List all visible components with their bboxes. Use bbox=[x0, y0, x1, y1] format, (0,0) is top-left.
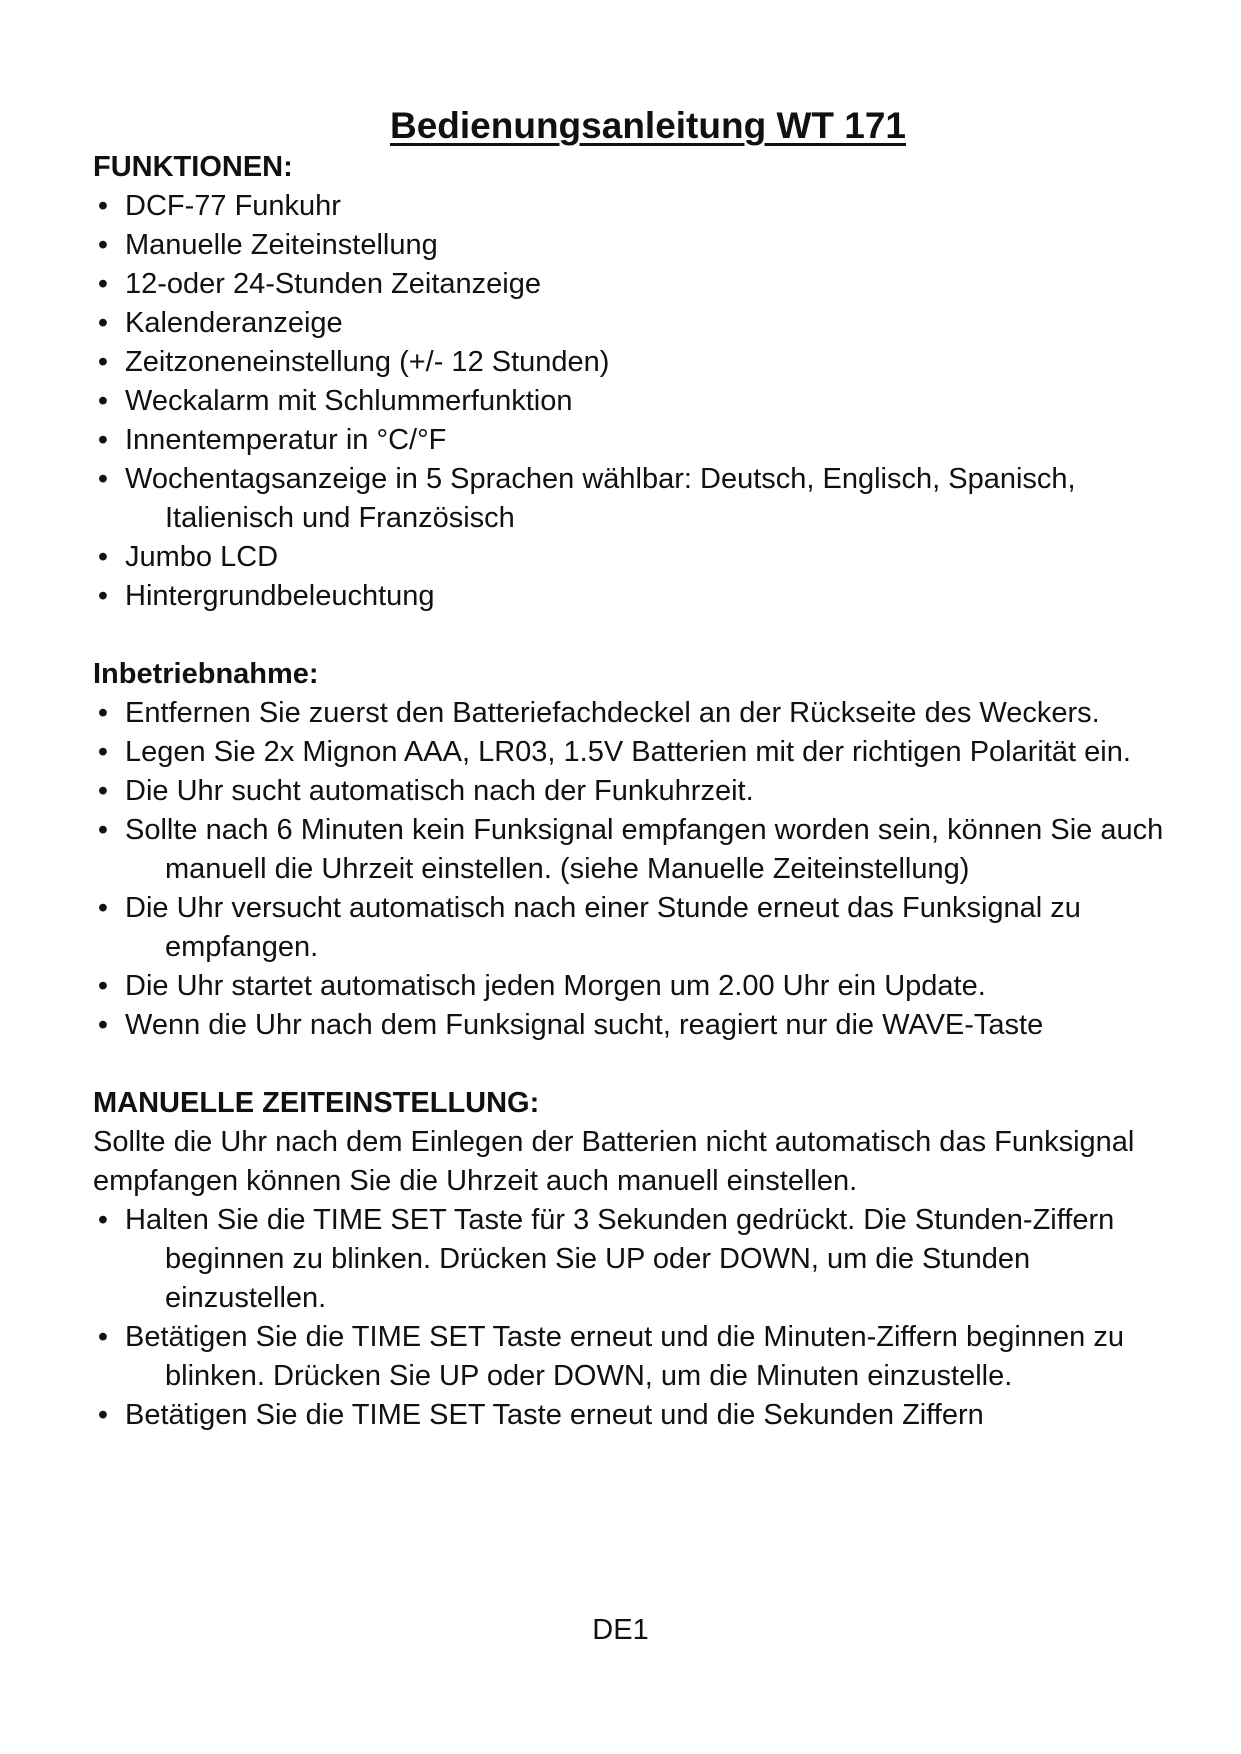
bullet-icon: • bbox=[97, 1204, 109, 1236]
time-setting-list bbox=[93, 1201, 1173, 1435]
bullet-icon: • bbox=[97, 697, 109, 729]
bullet-icon: • bbox=[97, 424, 109, 456]
bullet-icon: • bbox=[97, 580, 109, 612]
list-item bbox=[93, 733, 1173, 772]
bullet-icon: • bbox=[97, 892, 109, 924]
list-item bbox=[93, 421, 1173, 460]
list-item-text: Legen Sie 2x Mignon AAA, LR03, 1.5V Batterien mit der richtigen Polarität ein. bbox=[125, 736, 1131, 768]
list-item bbox=[93, 343, 1173, 382]
list-item bbox=[93, 1318, 1173, 1396]
list-item-text: Sollte nach 6 Minuten kein Funksignal empfangen worden sein, können Sie auch manuell die Uhrzeit einstellen. (siehe Manuelle Zeiteinstellung) bbox=[125, 814, 1164, 885]
section-spacer bbox=[93, 1045, 1173, 1084]
list-item bbox=[93, 226, 1173, 265]
list-item-text: Manuelle Zeiteinstellung bbox=[125, 229, 438, 261]
list-item-text: 12-oder 24-Stunden Zeitanzeige bbox=[125, 268, 541, 300]
document-page bbox=[93, 104, 1173, 1435]
section-intro: Sollte die Uhr nach dem Einlegen der Batterien nicht automatisch das Funksignal empfangen können Sie die Uhrzeit auch manuell einstellen. bbox=[93, 1126, 1135, 1197]
list-item-text: Zeitzoneneinstellung (+/- 12 Stunden) bbox=[125, 346, 610, 378]
bullet-icon: • bbox=[97, 1399, 109, 1431]
bullet-icon: • bbox=[97, 307, 109, 339]
bullet-icon: • bbox=[97, 970, 109, 1002]
list-item bbox=[93, 772, 1173, 811]
section-heading: MANUELLE ZEITEINSTELLUNG: bbox=[93, 1087, 540, 1119]
bullet-icon: • bbox=[97, 775, 109, 807]
list-item-text: Innentemperatur in °C/°F bbox=[125, 424, 447, 456]
section-spacer bbox=[93, 616, 1173, 655]
list-item-text: Die Uhr startet automatisch jeden Morgen um 2.00 Uhr ein Update. bbox=[125, 970, 986, 1002]
list-item bbox=[93, 889, 1173, 967]
bullet-icon: • bbox=[97, 463, 109, 495]
list-item bbox=[93, 304, 1173, 343]
list-item-text: Hintergrundbeleuchtung bbox=[125, 580, 435, 612]
bullet-icon: • bbox=[97, 385, 109, 417]
bullet-icon: • bbox=[97, 814, 109, 846]
list-item-text: Weckalarm mit Schlummerfunktion bbox=[125, 385, 573, 417]
bullet-icon: • bbox=[97, 1009, 109, 1041]
list-item-text: Kalenderanzeige bbox=[125, 307, 343, 339]
list-item-text: Entfernen Sie zuerst den Batteriefachdeckel an der Rückseite des Weckers. bbox=[125, 697, 1100, 729]
section-heading: Inbetriebnahme: bbox=[93, 658, 319, 690]
list-item bbox=[93, 1396, 1173, 1435]
list-item bbox=[93, 1201, 1173, 1318]
section-manuelle-zeiteinstellung bbox=[93, 1084, 1173, 1435]
bullet-icon: • bbox=[97, 346, 109, 378]
section-funktionen bbox=[93, 148, 1173, 616]
bullet-icon: • bbox=[97, 736, 109, 768]
list-item bbox=[93, 811, 1173, 889]
list-item-text: DCF-77 Funkuhr bbox=[125, 190, 341, 222]
list-item-text: Betätigen Sie die TIME SET Taste erneut und die Sekunden Ziffern bbox=[125, 1399, 984, 1431]
section-inbetriebnahme bbox=[93, 655, 1173, 1045]
feature-list bbox=[93, 187, 1173, 616]
list-item bbox=[93, 460, 1173, 538]
list-item bbox=[93, 1006, 1173, 1045]
bullet-icon: • bbox=[97, 229, 109, 261]
list-item-text: Wenn die Uhr nach dem Funksignal sucht, reagiert nur die WAVE-Taste bbox=[125, 1009, 1044, 1041]
list-item bbox=[93, 694, 1173, 733]
list-item-text: Jumbo LCD bbox=[125, 541, 279, 573]
setup-list bbox=[93, 694, 1173, 1045]
bullet-icon: • bbox=[97, 1321, 109, 1353]
bullet-icon: • bbox=[97, 190, 109, 222]
list-item bbox=[93, 265, 1173, 304]
list-item-text: Wochentagsanzeige in 5 Sprachen wählbar: Deutsch, Englisch, Spanisch, Italienisch und Französisch bbox=[125, 463, 1076, 534]
document-title: Bedienungsanleitung WT 171 bbox=[390, 105, 906, 146]
list-item bbox=[93, 967, 1173, 1006]
list-item-text: Die Uhr versucht automatisch nach einer Stunde erneut das Funksignal zu empfangen. bbox=[125, 892, 1081, 963]
list-item-text: Halten Sie die TIME SET Taste für 3 Sekunden gedrückt. Die Stunden-Ziffern beginnen zu blinken. Drücken Sie UP oder DOWN, um die Stunden einzustellen. bbox=[125, 1204, 1115, 1314]
page-number: DE1 bbox=[592, 1614, 649, 1646]
bullet-icon: • bbox=[97, 268, 109, 300]
bullet-icon: • bbox=[97, 541, 109, 573]
list-item-text: Die Uhr sucht automatisch nach der Funkuhrzeit. bbox=[125, 775, 754, 807]
list-item-text: Betätigen Sie die TIME SET Taste erneut und die Minuten-Ziffern beginnen zu blinken. Drücken Sie UP oder DOWN, um die Minuten einzustelle. bbox=[125, 1321, 1124, 1392]
list-item bbox=[93, 187, 1173, 226]
list-item bbox=[93, 382, 1173, 421]
list-item bbox=[93, 538, 1173, 577]
section-heading: FUNKTIONEN: bbox=[93, 151, 293, 183]
list-item bbox=[93, 577, 1173, 616]
